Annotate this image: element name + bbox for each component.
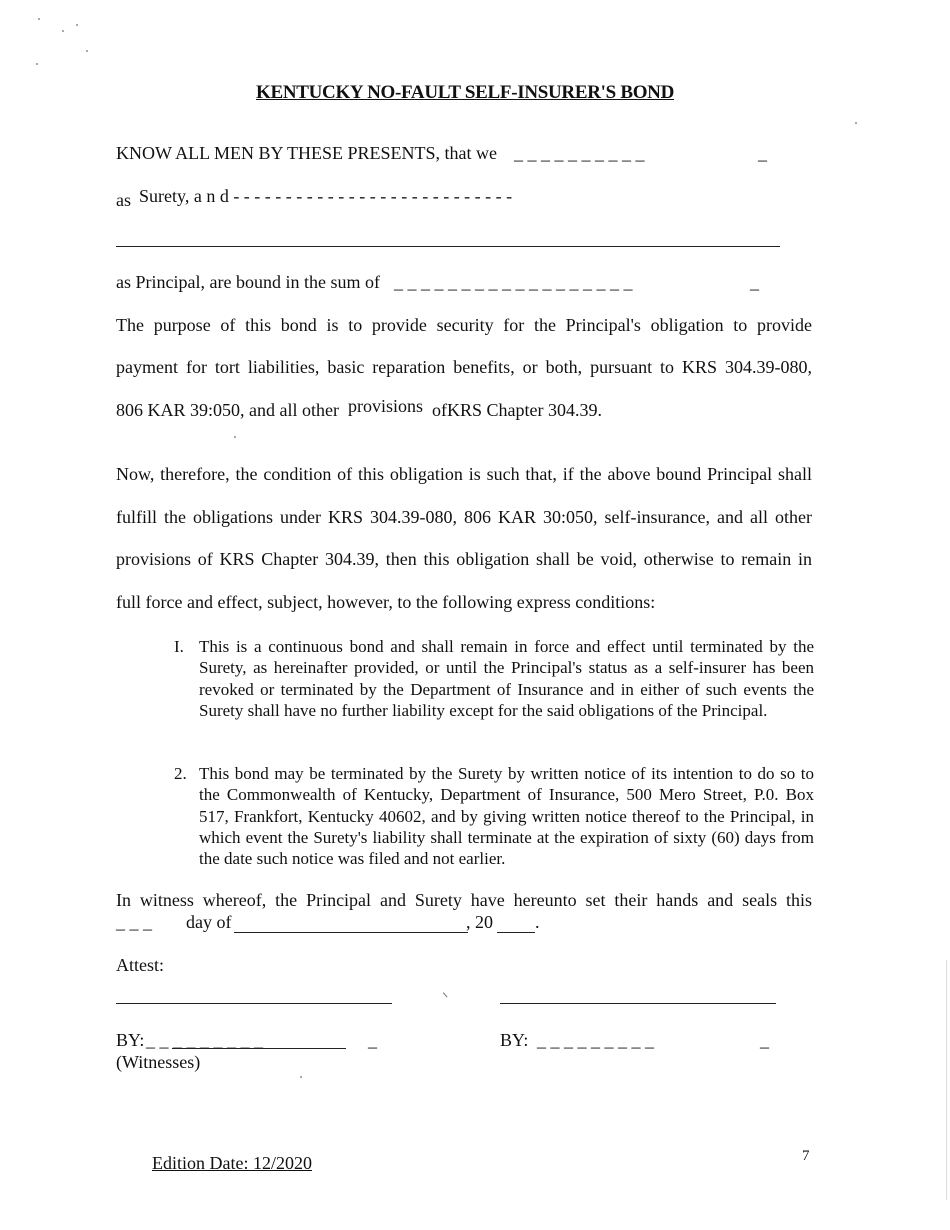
condition-line-2: fulfill the obligations under KRS 304.39-080, 806 KAR 30:050, self-insurance, and all other <box>116 507 812 527</box>
condition-item-1 <box>174 636 814 721</box>
witness-day-blank: _ _ _ <box>116 912 152 932</box>
left-signature-rule <box>116 1003 392 1004</box>
purpose-line-1: The purpose of this bond is to provide security for the Principal's obligation to provide <box>116 315 812 335</box>
scan-speck <box>76 24 78 26</box>
scan-speck <box>86 50 88 52</box>
edition-date: Edition Date: 12/2020 <box>152 1153 312 1173</box>
scan-speck <box>62 30 64 32</box>
principal-name-rule <box>116 246 780 247</box>
by-right-label: BY: <box>500 1030 529 1050</box>
principal-sum-text: as Principal, are bound in the sum of <box>116 272 380 292</box>
witness-day-of: day of <box>186 912 232 932</box>
sum-blank-end: _ <box>750 272 759 292</box>
scan-speck <box>234 436 236 438</box>
condition-line-4: full force and effect, subject, however, to the following express conditions: <box>116 592 656 612</box>
by-left-blank: _ _ _ _ _ _ _ _ _ <box>146 1030 263 1050</box>
scan-speck <box>38 18 40 20</box>
scan-edge-line <box>946 960 947 1200</box>
condition-line-1: Now, therefore, the condition of this obligation is such that, if the above bound Principal shall <box>116 464 812 484</box>
scan-speck <box>300 1076 302 1078</box>
by-left-rule <box>172 1048 346 1049</box>
obligor-blank: _ _ _ _ _ _ _ _ _ _ <box>514 143 645 163</box>
scan-mark <box>443 988 452 997</box>
witnesses-label: (Witnesses) <box>116 1052 201 1072</box>
purpose-line-3a: 806 KAR 39:050, and all other <box>116 400 339 420</box>
witness-period: . <box>535 912 540 932</box>
purpose-line-3b: provisions <box>348 396 424 416</box>
by-left-label: BY: <box>116 1030 145 1050</box>
by-right-blank: _ _ _ _ _ _ _ _ _ <box>537 1030 654 1050</box>
purpose-line-3c: ofKRS Chapter 304.39. <box>432 400 602 420</box>
witness-line-1: In witness whereof, the Principal and Surety have hereunto set their hands and seals this <box>116 890 812 910</box>
year-blank-rule <box>497 932 535 933</box>
scan-speck <box>36 63 38 65</box>
surety-text: Surety, a n d - - - - - - - - - - - - - - - - - - - - - - - - - - - <box>139 186 513 206</box>
condition-item-number: 2. <box>174 764 187 783</box>
attest-label: Attest: <box>116 955 164 975</box>
witness-comma-20: , 20 <box>466 912 493 932</box>
know-all-men-text: KNOW ALL MEN BY THESE PRESENTS, that we <box>116 143 497 163</box>
condition-item-2 <box>174 763 814 869</box>
by-left-end: _ <box>368 1030 377 1050</box>
purpose-line-2: payment for tort liabilities, basic reparation benefits, or both, pursuant to KRS 304.39-080, <box>116 357 812 377</box>
document-title: KENTUCKY NO-FAULT SELF-INSURER'S BOND <box>255 82 675 103</box>
scan-speck <box>855 122 857 124</box>
condition-item-text: This bond may be terminated by the Surety by written notice of its intention to do so to the Commonwealth of Kentucky, Department of Insurance, 500 Mero Street, P.0. Box 517, Frankfort, Kentucky 40602, and by giving written notice thereof to the Principal, in which event the Surety's liability shall terminate at the expiration of sixty (60) days from the date such notice was filed and not earlier. <box>199 764 814 869</box>
by-right-end: _ <box>760 1030 769 1050</box>
surety-as-word: as <box>116 190 131 210</box>
condition-item-number: I. <box>174 637 184 656</box>
condition-item-text: This is a continuous bond and shall remain in force and effect until terminated by the Surety, as hereinafter provided, or until the Principal's status as a self-insurer has been revoked or terminated by the Department of Insurance and in either of such events the Surety shall have no further liability except for the said obligations of the Principal. <box>199 637 814 720</box>
condition-line-3: provisions of KRS Chapter 304.39, then this obligation shall be void, otherwise to remain in <box>116 549 812 569</box>
obligor-blank-end: _ <box>758 143 767 163</box>
right-signature-rule <box>500 1003 776 1004</box>
sum-blank: _ _ _ _ _ _ _ _ _ _ _ _ _ _ _ _ _ _ <box>394 272 633 292</box>
page-number: 7 <box>802 1148 810 1164</box>
month-blank-rule <box>234 932 468 933</box>
